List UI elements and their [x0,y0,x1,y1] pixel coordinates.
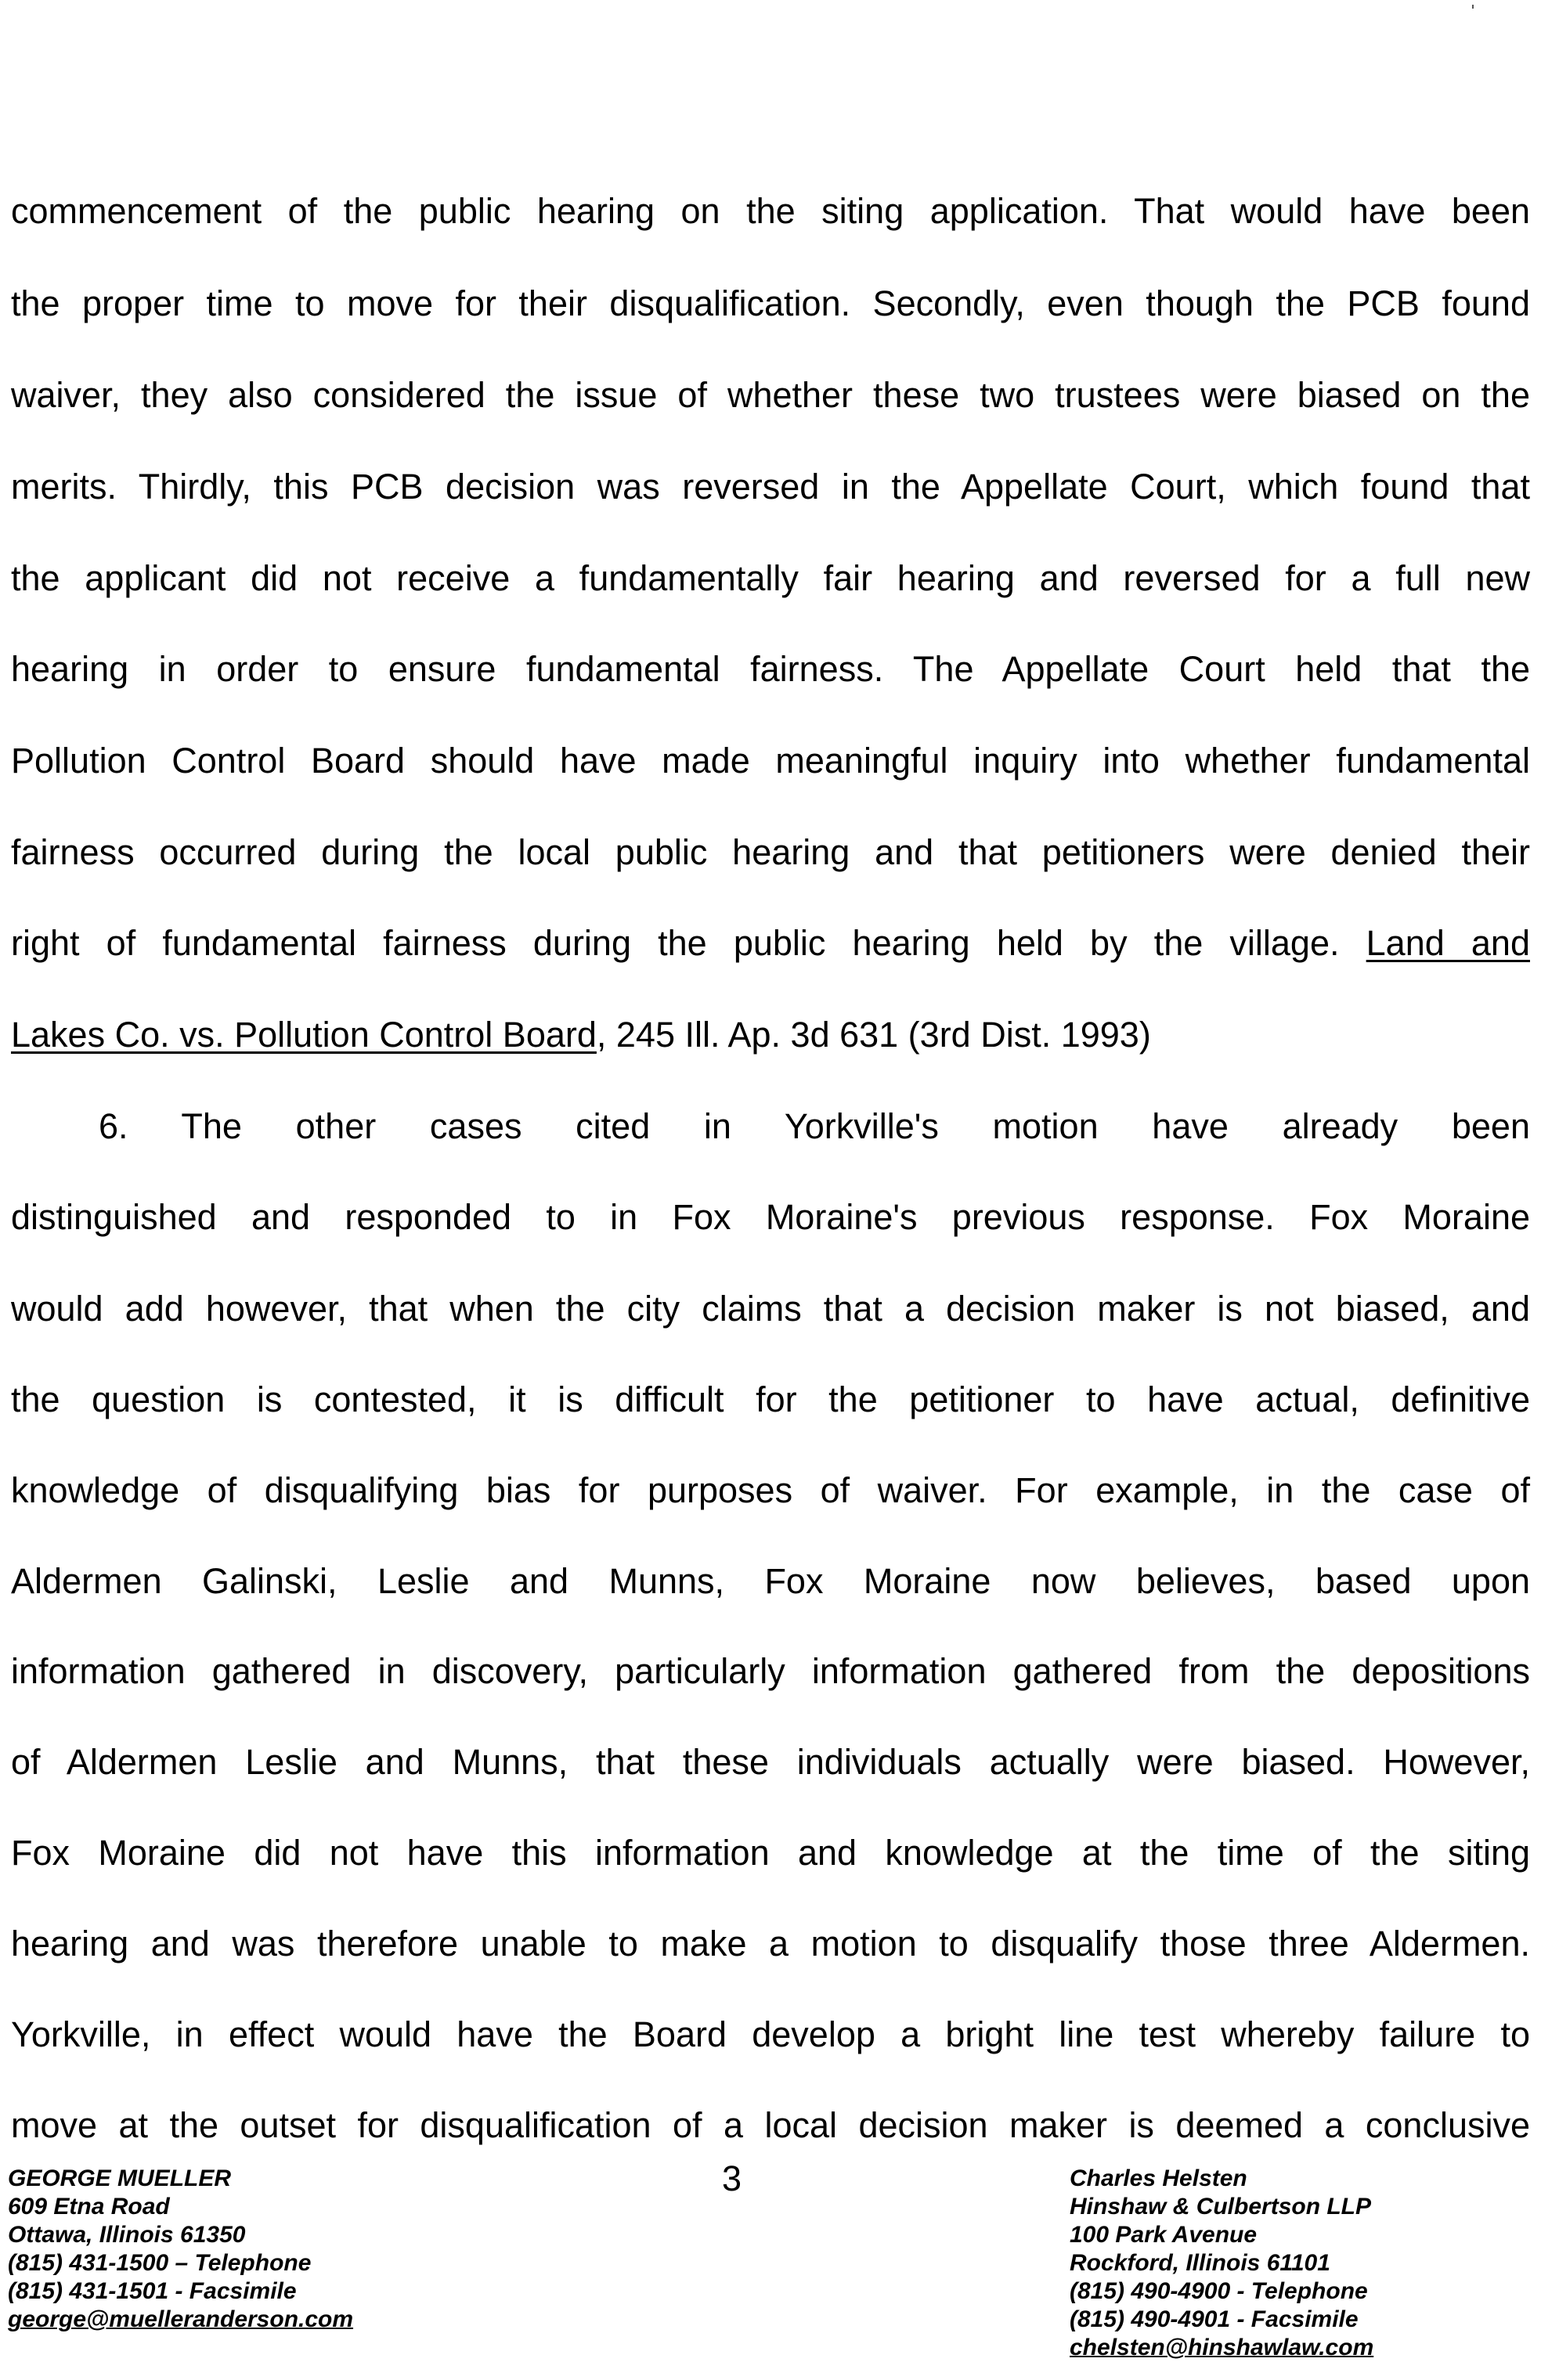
case-name-part2: Lakes Co. vs. Pollution Control Board [11,1015,597,1055]
facsimile-left: (815) 431-1501 - Facsimile [8,2278,297,2304]
body-line-17: of Aldermen Leslie and Munns, that these individuals actually were biased. However, [11,1742,1530,1782]
body-line-3: waiver, they also considered the issue of whether these two trustees were biased on the [11,375,1530,415]
body-line-15: Aldermen Galinski, Leslie and Munns, Fox Moraine now believes, based upon [11,1561,1530,1601]
body-line-9 [11,925,1530,961]
citation-reference: , 245 Ill. Ap. 3d 631 (3rd Dist. 1993) [596,1015,1151,1055]
citation-line [11,1015,1530,1055]
scan-speck [1472,5,1474,9]
telephone-left: (815) 431-1500 – Telephone [8,2250,312,2276]
body-line-20: Yorkville, in effect would have the Board develop a bright line test whereby failure to [11,2014,1530,2054]
attorney-name-left: GEORGE MUELLER [8,2165,232,2191]
body-line-12: would add however, that when the city claims that a decision maker is not biased, and [11,1289,1530,1329]
address-street-left: 609 Etna Road [8,2194,170,2220]
body-line-9-text: right of fundamental fairness during the public hearing held by the village. [11,923,1340,963]
email-link-right[interactable]: chelsten@hinshawlaw.com [1070,2335,1374,2360]
body-line-1: commencement of the public hearing on the siting application. That would have been [11,191,1530,231]
body-line-13: the question is contested, it is difficult for the petitioner to have actual, definitive [11,1379,1530,1419]
address-street-right: 100 Park Avenue [1070,2222,1258,2248]
firm-name-right: Hinshaw & Culbertson LLP [1070,2194,1372,2220]
facsimile-right: (815) 490-4901 - Facsimile [1070,2306,1359,2332]
body-line-16: information gathered in discovery, particularly information gathered from the depositions [11,1651,1530,1691]
body-line-2: the proper time to move for their disqualification. Secondly, even though the PCB found [11,283,1530,323]
body-line-5: the applicant did not receive a fundamentally fair hearing and reversed for a full new [11,558,1530,598]
case-name-part1: Land and [1366,923,1530,963]
footer-right-address [1070,2165,1373,2362]
body-line-21: move at the outset for disqualification of a local decision maker is deemed a conclusive [11,2105,1530,2145]
address-city-right: Rockford, Illinois 61101 [1070,2250,1330,2276]
body-line-4: merits. Thirdly, this PCB decision was reversed in the Appellate Court, which found that [11,467,1530,507]
body-line-19: hearing and was therefore unable to make a motion to disqualify those three Aldermen. [11,1924,1530,1964]
email-link-left[interactable]: george@muelleranderson.com [8,2306,354,2332]
footer-left-address [8,2165,353,2334]
telephone-right: (815) 490-4900 - Telephone [1070,2278,1368,2304]
address-city-left: Ottawa, Illinois 61350 [8,2222,246,2248]
body-line-6: hearing in order to ensure fundamental fairness. The Appellate Court held that the [11,649,1530,689]
body-line-7: Pollution Control Board should have made meaningful inquiry into whether fundamental [11,741,1530,781]
attorney-name-right: Charles Helsten [1070,2165,1247,2191]
body-line-8: fairness occurred during the local public hearing and that petitioners were denied their [11,832,1530,872]
body-line-14: knowledge of disqualifying bias for purposes of waiver. For example, in the case of [11,1470,1530,1510]
body-line-11: distinguished and responded to in Fox Moraine's previous response. Fox Moraine [11,1197,1530,1237]
body-line-18: Fox Moraine did not have this information and knowledge at the time of the siting [11,1833,1530,1873]
paragraph-6-first-line: 6. The other cases cited in Yorkville's motion have already been [99,1106,1530,1146]
page-number: 3 [722,2158,742,2198]
